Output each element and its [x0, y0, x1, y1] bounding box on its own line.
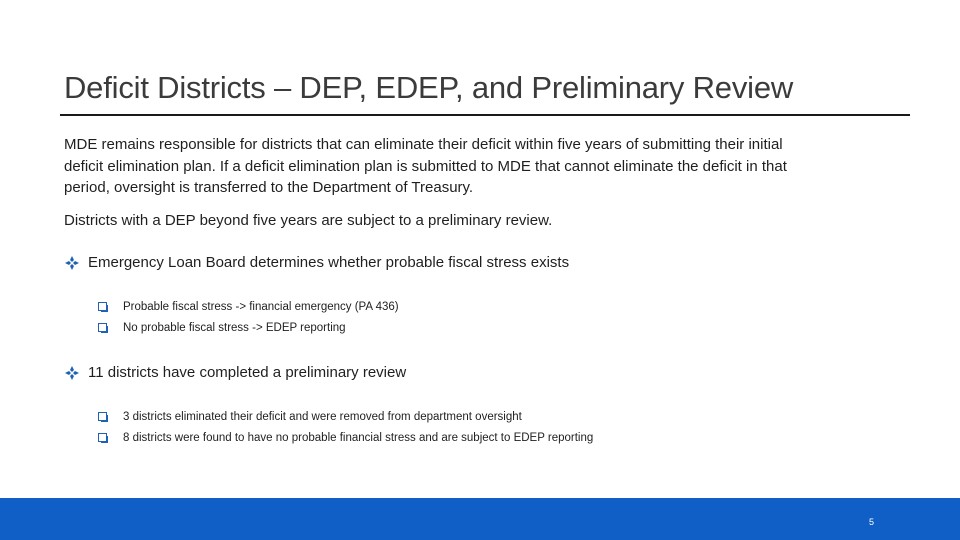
bullet-item — [64, 364, 406, 381]
box-bullet-icon — [98, 412, 108, 422]
box-bullet-icon — [98, 302, 108, 312]
bullet-text: 11 districts have completed a preliminary review — [88, 364, 407, 381]
review-paragraph: Districts with a DEP beyond five years are subject to a preliminary review. — [64, 212, 553, 229]
footer-bar — [0, 498, 960, 540]
sub-bullet-text: 8 districts were found to have no probable financial stress and are subject to EDEP reporting — [123, 432, 594, 444]
sub-bullet-item — [98, 411, 522, 423]
sub-bullet-item — [98, 301, 399, 313]
diamond-bullet-icon — [64, 255, 80, 271]
sub-bullet-item — [98, 432, 593, 444]
title-divider — [60, 114, 910, 116]
bullet-item — [64, 254, 569, 271]
bullet-text: Emergency Loan Board determines whether probable fiscal stress exists — [88, 254, 570, 271]
box-bullet-icon — [98, 433, 108, 443]
sub-bullet-text: Probable fiscal stress -> financial emergency (PA 436) — [123, 301, 399, 313]
slide-title: Deficit Districts – DEP, EDEP, and Preliminary Review — [64, 70, 794, 105]
sub-bullet-text: 3 districts eliminated their deficit and were removed from department oversight — [123, 411, 522, 423]
page-number: 5 — [868, 517, 874, 527]
sub-bullet-text: No probable fiscal stress -> EDEP reporting — [123, 322, 346, 334]
sub-bullet-item — [98, 322, 346, 334]
diamond-bullet-icon — [64, 365, 80, 381]
intro-paragraph: MDE remains responsible for districts that can eliminate their deficit within five years of submitting their initial deficit elimination plan. If a deficit elimination plan is submitted to MDE that cannot eliminate the deficit in that period, oversight is transferred to the Department of Treasury. — [64, 136, 787, 196]
box-bullet-icon — [98, 323, 108, 333]
